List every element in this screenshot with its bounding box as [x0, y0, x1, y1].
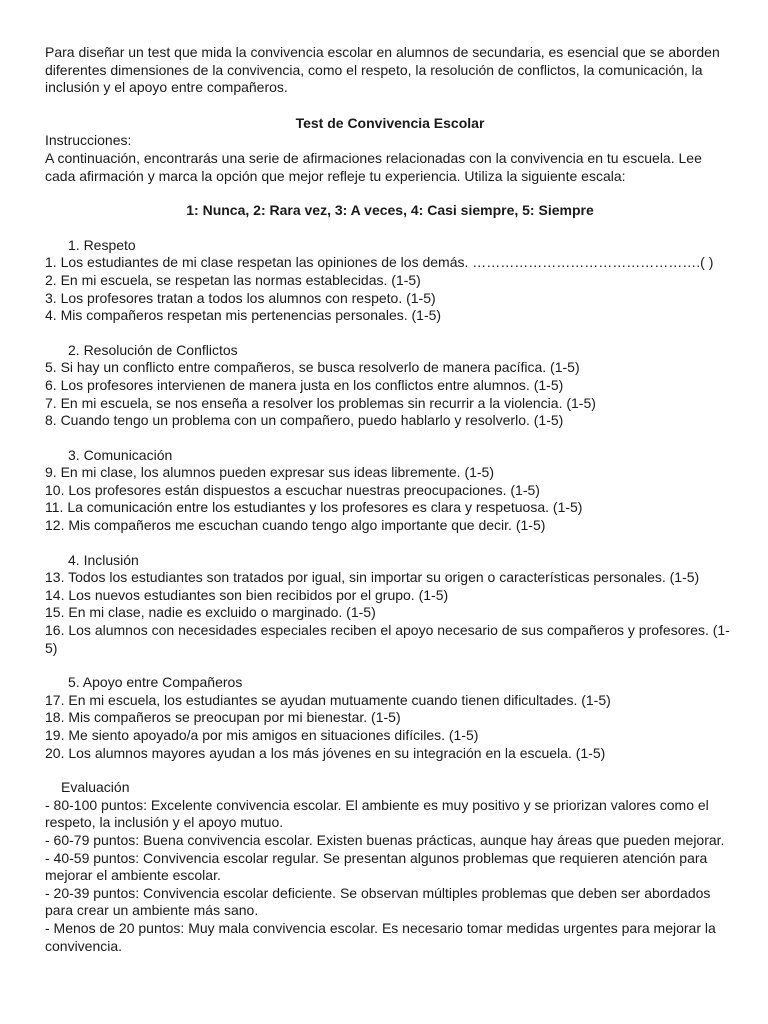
evaluation-item: - 80-100 puntos: Excelente convivencia escolar. El ambiente es muy positivo y se priorizan valores como el respeto, la inclusión y el apoyo mutuo.	[45, 796, 709, 831]
question-item: 18. Mis compañeros se preocupan por mi bienestar. (1-5)	[45, 709, 401, 726]
question-item: 8. Cuando tengo un problema con un compañero, puedo hablarlo y resolverlo. (1-5)	[45, 412, 564, 429]
question-item: 15. En mi clase, nadie es excluido o marginado. (1-5)	[45, 604, 376, 621]
section-inclusion	[45, 552, 735, 658]
evaluation-item: - 40-59 puntos: Convivencia escolar regular. Se presentan algunos problemas que requieren atención para mejorar el ambiente escolar.	[45, 849, 708, 884]
question-item: 9. En mi clase, los alumnos pueden expresar sus ideas libremente. (1-5)	[45, 464, 494, 481]
instructions-label: Instrucciones:	[45, 132, 132, 149]
question-item: 17. En mi escuela, los estudiantes se ayudan mutuamente cuando tienen dificultades. (1-5)	[45, 691, 611, 708]
document-page	[45, 44, 735, 955]
intro-paragraph: Para diseñar un test que mida la convivencia escolar en alumnos de secundaria, es esencial que se aborden diferentes dimensiones de la convivencia, como el respeto, la resolución de conflictos, la comunicación, la inclusión y el apoyo entre compañeros.	[45, 44, 720, 96]
section-heading: 3. Comunicación	[68, 446, 173, 463]
section-heading: 4. Inclusión	[68, 551, 139, 568]
question-item: 4. Mis compañeros respetan mis pertenencias personales. (1-5)	[45, 307, 442, 324]
section-resolucion-conflictos	[45, 342, 735, 430]
section-heading: 5. Apoyo entre Compañeros	[68, 674, 243, 691]
section-respeto	[45, 237, 735, 325]
section-heading: 2. Resolución de Conflictos	[68, 341, 238, 358]
question-item: 19. Me siento apoyado/a por mis amigos en situaciones difíciles. (1-5)	[45, 727, 479, 743]
question-item: 12. Mis compañeros me escuchan cuando tengo algo importante que decir. (1-5)	[45, 517, 546, 534]
question-item: 10. Los profesores están dispuestos a escuchar nuestras preocupaciones. (1-5)	[45, 481, 540, 498]
section-heading: 1. Respeto	[68, 236, 136, 253]
section-comunicacion	[45, 447, 735, 535]
evaluation-heading: Evaluación	[61, 779, 130, 796]
question-item: 2. En mi escuela, se respetan las normas establecidas. (1-5)	[45, 271, 421, 288]
question-item: 5. Si hay un conflicto entre compañeros, se busca resolverlo de manera pacífica. (1-5)	[45, 359, 580, 376]
question-item: 20. Los alumnos mayores ayudan a los más jóvenes en su integración en la escuela. (1-5)	[45, 744, 606, 761]
question-item: 11. La comunicación entre los estudiantes y los profesores es clara y respetuosa. (1-5)	[45, 499, 583, 516]
evaluation-section	[45, 779, 735, 955]
question-item: 3. Los profesores tratan a todos los alumnos con respeto. (1-5)	[45, 289, 436, 306]
question-item: 13. Todos los estudiantes son tratados por igual, sin importar su origen o características personales. (1-5)	[45, 569, 700, 586]
document-title: Test de Convivencia Escolar	[295, 114, 485, 131]
instructions-text: A continuación, encontrarás una serie de afirmaciones relacionadas con la convivencia en tu escuela. Lee cada afirmación y marca la opción que mejor refleje tu experiencia. Utiliza la siguiente escala:	[45, 149, 702, 184]
question-item: 7. En mi escuela, se nos enseña a resolver los problemas sin recurrir a la violencia. (1-5)	[45, 394, 596, 411]
evaluation-item: - 60-79 puntos: Buena convivencia escolar. Existen buenas prácticas, aunque hay áreas que pueden mejorar.	[45, 831, 725, 848]
evaluation-item: - Menos de 20 puntos: Muy mala convivencia escolar. Es necesario tomar medidas urgentes para mejorar la convivencia.	[45, 919, 716, 954]
question-item: 16. Los alumnos con necesidades especiales reciben el apoyo necesario de sus compañeros y profesores. (1-5)	[45, 622, 730, 656]
question-item: 6. Los profesores intervienen de manera justa en los conflictos entre alumnos. (1-5)	[45, 376, 564, 393]
question-item: 14. Los nuevos estudiantes son bien recibidos por el grupo. (1-5)	[45, 586, 449, 603]
evaluation-item: - 20-39 puntos: Convivencia escolar deficiente. Se observan múltiples problemas que deben ser abordados para crear un ambiente más sano.	[45, 884, 711, 919]
rating-scale: 1: Nunca, 2: Rara vez, 3: A veces, 4: Casi siempre, 5: Siempre	[186, 202, 594, 219]
section-apoyo-companeros	[45, 674, 735, 762]
question-item: 1. Los estudiantes de mi clase respetan las opiniones de los demás. ………………………………………….( )	[45, 254, 714, 271]
